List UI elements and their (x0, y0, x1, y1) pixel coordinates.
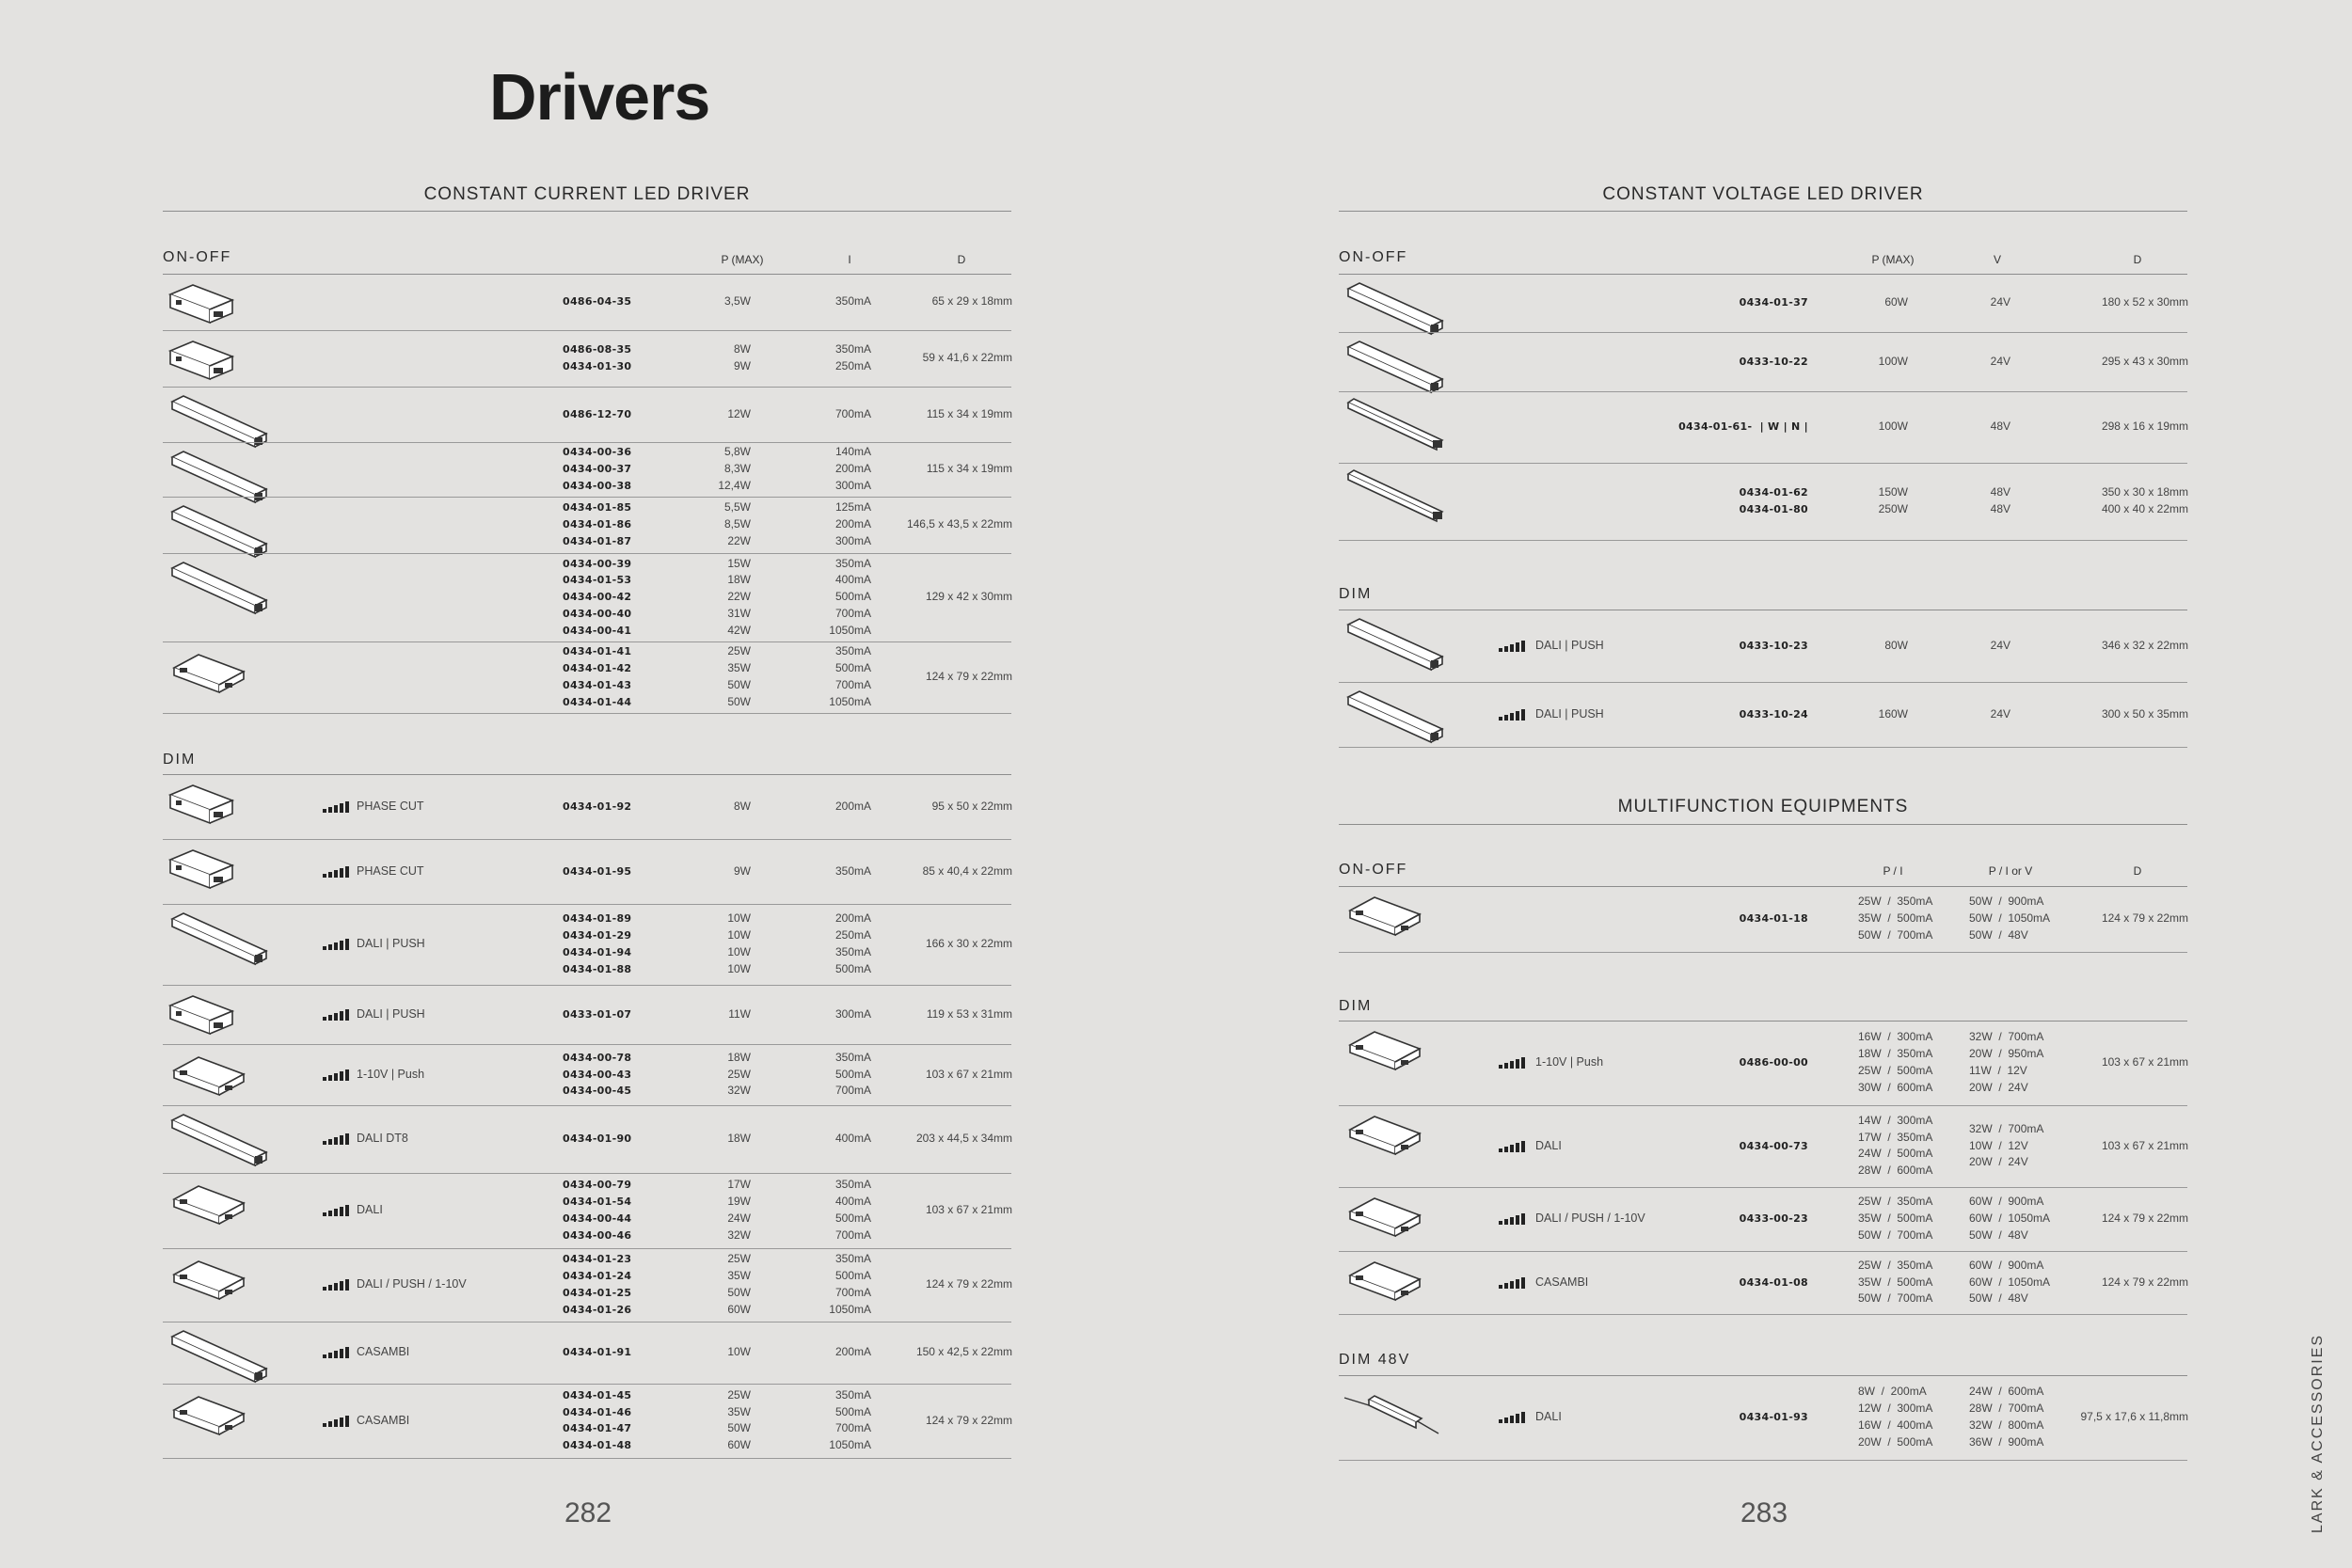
constant-voltage-heading: CONSTANT VOLTAGE LED DRIVER (1602, 184, 1924, 204)
current-value: 350mA 400mA 500mA 700mA (834, 1178, 871, 1242)
row-divider (163, 1322, 1011, 1323)
voltage-value: 24V (1990, 638, 2010, 652)
power-value: 160W (1878, 706, 1908, 721)
power-current-value: 8W / 200mA 12W / 300mA 16W / 400mA 20W / 500mA (1858, 1385, 1933, 1449)
control-type-label: PHASE CUT (357, 863, 424, 878)
power-current-value: 16W / 300mA 18W / 350mA 25W / 500mA 30W / 600mA (1858, 1030, 1933, 1094)
product-code: 0433-00-23 (1739, 1212, 1808, 1226)
driver-product-icon (165, 845, 268, 901)
driver-product-icon (1341, 1191, 1444, 1247)
control-type-label: CASAMBI (357, 1345, 410, 1358)
power-current-value: 25W / 350mA 35W / 500mA 50W / 700mA (1858, 1258, 1933, 1306)
product-code: 0434-01-18 (1739, 912, 1808, 926)
row-divider (163, 1044, 1011, 1045)
col-header-d: D (957, 253, 966, 266)
driver-product-icon (165, 1179, 268, 1235)
row-divider (1339, 1251, 2187, 1252)
col-header-piv: P / I or V (1988, 864, 2033, 878)
row-divider (163, 1173, 1011, 1174)
power-current-value: 14W / 300mA 17W / 350mA 24W / 500mA 28W / 600mA (1858, 1113, 1933, 1178)
col-header-p: P (MAX) (1871, 253, 1915, 266)
dim-group-label: DIM (163, 752, 197, 768)
row-divider (163, 1248, 1011, 1249)
product-code: 0486-04-35 (563, 295, 632, 309)
driver-product-icon (165, 559, 268, 615)
driver-product-icon (165, 990, 268, 1047)
product-code: 0434-01-62 0434-01-80 (1739, 486, 1808, 515)
driver-product-icon (165, 1050, 268, 1106)
row-divider (163, 641, 1011, 642)
control-type-label: DALI / PUSH / 1-10V (357, 1277, 467, 1291)
current-value: 200mA (834, 799, 871, 813)
row-divider (1339, 682, 2187, 683)
driver-product-icon (165, 279, 268, 336)
row-divider (1339, 391, 2187, 392)
power-value: 18W (727, 1132, 751, 1146)
control-type-label: DALI (1535, 1410, 1562, 1423)
product-code: 0434-01-91 (563, 1346, 632, 1359)
dimensions-value: 103 x 67 x 21mm (925, 1203, 1012, 1217)
power-value: 5,8W 8,3W 12,4W (718, 445, 751, 492)
power-value: 100W (1878, 354, 1908, 368)
control-type-label: 1-10V | Push (357, 1067, 425, 1081)
driver-product-icon (1341, 1109, 1444, 1165)
power-value: 9W (734, 863, 751, 878)
product-code: 0486-12-70 (563, 407, 632, 420)
power-current-voltage-value: 60W / 900mA 60W / 1050mA 50W / 48V (1969, 1258, 2051, 1306)
control-type-label: 1-10V | Push (1535, 1055, 1604, 1069)
dimensions-value: 124 x 79 x 22mm (925, 1413, 1012, 1427)
row-divider (163, 330, 1011, 331)
dimming-bars-icon (1499, 709, 1525, 721)
current-value: 350mA 500mA 700mA 1050mA (829, 1252, 871, 1316)
constant-current-heading: CONSTANT CURRENT LED DRIVER (423, 184, 751, 204)
current-value: 350mA (834, 863, 871, 878)
power-value: 12W (727, 406, 751, 420)
product-code: 0434-01-08 (1739, 1275, 1808, 1289)
driver-product-icon (165, 502, 268, 559)
dimensions-value: 115 x 34 x 19mm (926, 462, 1012, 476)
driver-product-icon (165, 448, 268, 504)
driver-product-icon (165, 1254, 268, 1310)
dimensions-value: 103 x 67 x 21mm (925, 1067, 1012, 1081)
product-code: 0434-00-39 0434-01-53 0434-00-42 0434-00-40 0434-00-41 (563, 557, 632, 637)
dimming-bars-icon (1499, 1141, 1525, 1152)
driver-product-icon (1341, 1024, 1444, 1081)
control-type-label: DALI (1535, 1138, 1562, 1152)
group-rule (163, 274, 1011, 275)
control-type-label: CASAMBI (357, 1413, 410, 1427)
row-divider (163, 1105, 1011, 1106)
group-rule (163, 774, 1011, 775)
row-divider (1339, 1105, 2187, 1106)
current-value: 140mA 200mA 300mA (834, 445, 871, 492)
power-value: 150W 250W (1878, 485, 1908, 515)
dimming-bars-icon (1499, 641, 1525, 652)
col-header-p: P (MAX) (721, 253, 764, 266)
product-code: 0486-00-00 (1739, 1056, 1808, 1069)
row-divider (1339, 540, 2187, 541)
page-number-right: 283 (1740, 1497, 1788, 1528)
product-code: 0433-10-24 (1739, 707, 1808, 721)
product-code: 0434-01-45 0434-01-46 0434-01-47 0434-01-48 (563, 1388, 632, 1452)
dimensions-value: 124 x 79 x 22mm (2101, 911, 2188, 926)
current-value: 200mA 250mA 350mA 500mA (834, 911, 871, 975)
voltage-value: 48V (1990, 420, 2010, 434)
dimming-bars-icon (323, 1009, 349, 1021)
control-type-label: DALI | PUSH (1535, 706, 1604, 721)
dim-group-label: DIM (1339, 586, 1373, 602)
dim48-group-label: DIM 48V (1339, 1352, 1411, 1368)
product-code: 0434-01-37 (1739, 296, 1808, 309)
dimming-bars-icon (323, 1069, 349, 1081)
col-header-pi: P / I (1883, 864, 1903, 878)
power-value: 11W (728, 1006, 751, 1021)
dimensions-value: 95 x 50 x 22mm (931, 799, 1012, 813)
dimensions-value: 97,5 x 17,6 x 11,8mm (2080, 1410, 2188, 1424)
dimensions-value: 350 x 30 x 18mm 400 x 40 x 22mm (2101, 485, 2188, 515)
dimensions-value: 166 x 30 x 22mm (925, 937, 1012, 951)
col-header-d: D (2133, 253, 2142, 266)
dimensions-value: 124 x 79 x 22mm (925, 1277, 1012, 1291)
product-code: 0434-01-95 (563, 864, 632, 878)
current-value: 200mA (834, 1345, 871, 1359)
row-divider (1339, 1187, 2187, 1188)
dimensions-value: 129 x 42 x 30mm (925, 590, 1012, 604)
dimensions-value: 150 x 42,5 x 22mm (915, 1345, 1012, 1359)
row-divider (1339, 747, 2187, 748)
row-divider (163, 497, 1011, 498)
dimming-bars-icon (323, 1347, 349, 1358)
dimensions-value: 298 x 16 x 19mm (2101, 420, 2188, 434)
row-divider (1339, 952, 2187, 953)
row-divider (163, 387, 1011, 388)
row-divider (163, 553, 1011, 554)
driver-product-icon (165, 647, 268, 704)
control-type-label: DALI | PUSH (357, 1006, 425, 1021)
group-rule (1339, 1375, 2187, 1376)
current-value: 125mA 200mA 300mA (834, 500, 871, 547)
driver-product-icon (1341, 890, 1444, 946)
row-divider (1339, 1314, 2187, 1315)
control-type-label: DALI DT8 (357, 1132, 408, 1145)
row-divider (163, 1384, 1011, 1385)
dimensions-value: 124 x 79 x 22mm (2101, 1275, 2188, 1289)
dimensions-value: 85 x 40,4 x 22mm (922, 863, 1012, 878)
voltage-value: 48V 48V (1990, 485, 2010, 515)
product-code: 0434-01-23 0434-01-24 0434-01-25 0434-01-26 (563, 1253, 632, 1316)
dimming-bars-icon (323, 1279, 349, 1291)
dimensions-value: 295 x 43 x 30mm (2101, 354, 2188, 368)
product-code: 0433-01-07 (563, 1007, 632, 1021)
row-divider (163, 1458, 1011, 1459)
power-current-voltage-value: 32W / 700mA 20W / 950mA 11W / 12V 20W / 24V (1969, 1030, 2044, 1094)
row-divider (163, 904, 1011, 905)
dimensions-value: 103 x 67 x 21mm (2101, 1055, 2188, 1069)
heading-rule (1339, 211, 2187, 212)
driver-product-icon (165, 1327, 268, 1384)
power-current-value: 25W / 350mA 35W / 500mA 50W / 700mA (1858, 1195, 1933, 1242)
dimensions-value: 124 x 79 x 22mm (2101, 1212, 2188, 1226)
current-value: 700mA (834, 406, 871, 420)
current-value: 350mA 400mA 500mA 700mA 1050mA (829, 556, 871, 637)
dimming-bars-icon (1499, 1412, 1525, 1423)
power-value: 25W 35W 50W 60W (727, 1387, 751, 1452)
row-divider (163, 985, 1011, 986)
power-value: 25W 35W 50W 60W (727, 1252, 751, 1316)
dimensions-value: 115 x 34 x 19mm (926, 406, 1012, 420)
dimming-bars-icon (1499, 1277, 1525, 1289)
driver-product-icon (1341, 397, 1444, 453)
dimensions-value: 103 x 67 x 21mm (2101, 1138, 2188, 1152)
heading-rule (163, 211, 1011, 212)
dimming-bars-icon (1499, 1057, 1525, 1069)
current-value: 400mA (834, 1132, 871, 1146)
driver-product-icon (1341, 1255, 1444, 1311)
power-value: 3,5W (723, 294, 751, 309)
multifunction-heading: MULTIFUNCTION EQUIPMENTS (1617, 797, 1909, 816)
voltage-value: 24V (1990, 354, 2010, 368)
driver-product-icon (1341, 1379, 1444, 1435)
col-header-i: I (848, 253, 851, 266)
row-divider (163, 839, 1011, 840)
heading-rule (1339, 824, 2187, 825)
dimming-bars-icon (323, 866, 349, 878)
power-value: 100W (1878, 420, 1908, 434)
power-current-value: 25W / 350mA 35W / 500mA 50W / 700mA (1858, 895, 1933, 942)
group-rule (1339, 274, 2187, 275)
dimensions-value: 146,5 x 43,5 x 22mm (906, 517, 1012, 531)
onoff-group-label: ON-OFF (1339, 862, 1408, 878)
row-divider (1339, 463, 2187, 464)
driver-product-icon (165, 392, 268, 449)
product-code: 0434-01-89 0434-01-29 0434-01-94 0434-01-88 (563, 912, 632, 975)
product-code: 0434-01-41 0434-01-42 0434-01-43 0434-01-44 (563, 645, 632, 708)
dimensions-value: 300 x 50 x 35mm (2101, 706, 2188, 721)
dim-group-label: DIM (1339, 998, 1373, 1014)
driver-product-icon (165, 1111, 268, 1167)
product-code: 0434-00-36 0434-00-37 0434-00-38 (563, 446, 632, 492)
power-value: 17W 19W 24W 32W (727, 1178, 751, 1242)
driver-product-icon (1341, 279, 1444, 336)
group-rule (1339, 886, 2187, 887)
power-value: 60W (1884, 295, 1908, 309)
power-value: 8W 9W (734, 342, 751, 372)
power-value: 10W 10W 10W 10W (727, 911, 751, 975)
driver-product-icon (1341, 688, 1444, 744)
dimming-bars-icon (323, 801, 349, 813)
product-code: 0434-00-79 0434-01-54 0434-00-44 0434-00-46 (563, 1179, 632, 1242)
col-header-d: D (2133, 864, 2142, 878)
dimensions-value: 59 x 41,6 x 22mm (922, 351, 1012, 365)
dimming-bars-icon (323, 1133, 349, 1145)
product-code: 0434-00-78 0434-00-43 0434-00-45 (563, 1051, 632, 1098)
dimensions-value: 119 x 53 x 31mm (926, 1006, 1012, 1021)
product-code: 0434-01-90 (563, 1132, 632, 1146)
driver-product-icon (1341, 338, 1444, 394)
power-current-voltage-value: 24W / 600mA 28W / 700mA 32W / 800mA 36W / 900mA (1969, 1385, 2044, 1449)
onoff-group-label: ON-OFF (1339, 249, 1408, 265)
product-code: 0434-01-85 0434-01-86 0434-01-87 (563, 501, 632, 547)
control-type-label: DALI | PUSH (357, 937, 425, 950)
row-divider (1339, 332, 2187, 333)
current-value: 350mA (834, 294, 871, 309)
page-number-left: 282 (564, 1497, 612, 1528)
page-title: Drivers (489, 60, 710, 134)
power-value: 80W (1884, 638, 1908, 652)
product-code: 0434-01-93 (1739, 1411, 1808, 1424)
power-value: 18W 25W 32W (727, 1050, 751, 1098)
control-type-label: PHASE CUT (357, 799, 424, 813)
onoff-group-label: ON-OFF (163, 249, 232, 265)
dimming-bars-icon (1499, 1213, 1525, 1225)
row-divider (163, 713, 1011, 714)
driver-product-icon (1341, 468, 1444, 525)
dimensions-value: 203 x 44,5 x 34mm (915, 1132, 1012, 1146)
dimming-bars-icon (323, 1416, 349, 1427)
control-type-label: DALI | PUSH (1535, 638, 1604, 652)
dimming-bars-icon (323, 1205, 349, 1216)
current-value: 350mA 500mA 700mA 1050mA (829, 1387, 871, 1452)
driver-product-icon (165, 336, 268, 392)
driver-product-icon (165, 1389, 268, 1446)
power-value: 8W (734, 799, 751, 813)
row-divider (163, 442, 1011, 443)
power-value: 10W (727, 1345, 751, 1359)
row-divider (1339, 1460, 2187, 1461)
voltage-value: 24V (1990, 706, 2010, 721)
power-current-voltage-value: 32W / 700mA 10W / 12V 20W / 24V (1969, 1121, 2044, 1169)
power-value: 15W 18W 22W 31W 42W (727, 556, 751, 637)
dimensions-value: 346 x 32 x 22mm (2101, 638, 2188, 652)
control-type-label: CASAMBI (1535, 1275, 1589, 1289)
driver-product-icon (1341, 615, 1444, 672)
current-value: 350mA 500mA 700mA 1050mA (829, 644, 871, 708)
control-type-label: DALI (357, 1203, 383, 1216)
driver-product-icon (165, 780, 268, 836)
power-current-voltage-value: 50W / 900mA 50W / 1050mA 50W / 48V (1969, 895, 2051, 942)
voltage-value: 24V (1990, 295, 2010, 309)
dimensions-value: 65 x 29 x 18mm (931, 294, 1012, 309)
power-current-voltage-value: 60W / 900mA 60W / 1050mA 50W / 48V (1969, 1195, 2051, 1242)
driver-product-icon (165, 910, 268, 966)
dimensions-value: 180 x 52 x 30mm (2101, 295, 2188, 309)
col-header-v: V (1993, 253, 2001, 266)
current-value: 350mA 500mA 700mA (834, 1050, 871, 1098)
power-value: 5,5W 8,5W 22W (723, 500, 751, 547)
power-value: 25W 35W 50W 50W (727, 644, 751, 708)
group-rule (1339, 1021, 2187, 1022)
product-code: 0434-00-73 (1739, 1139, 1808, 1152)
product-code: 0434-01-61- | W | N | (1678, 420, 1808, 434)
current-value: 300mA (834, 1006, 871, 1021)
spine-label: LARK & ACCESSORIES (2310, 1333, 2326, 1533)
product-code: 0433-10-23 (1739, 639, 1808, 652)
product-code: 0486-08-35 0434-01-30 (563, 343, 632, 372)
product-code: 0433-10-22 (1739, 355, 1808, 368)
current-value: 350mA 250mA (834, 342, 871, 372)
dimming-bars-icon (323, 939, 349, 950)
product-code: 0434-01-92 (563, 800, 632, 813)
dimensions-value: 124 x 79 x 22mm (925, 670, 1012, 684)
control-type-label: DALI / PUSH / 1-10V (1535, 1212, 1645, 1225)
